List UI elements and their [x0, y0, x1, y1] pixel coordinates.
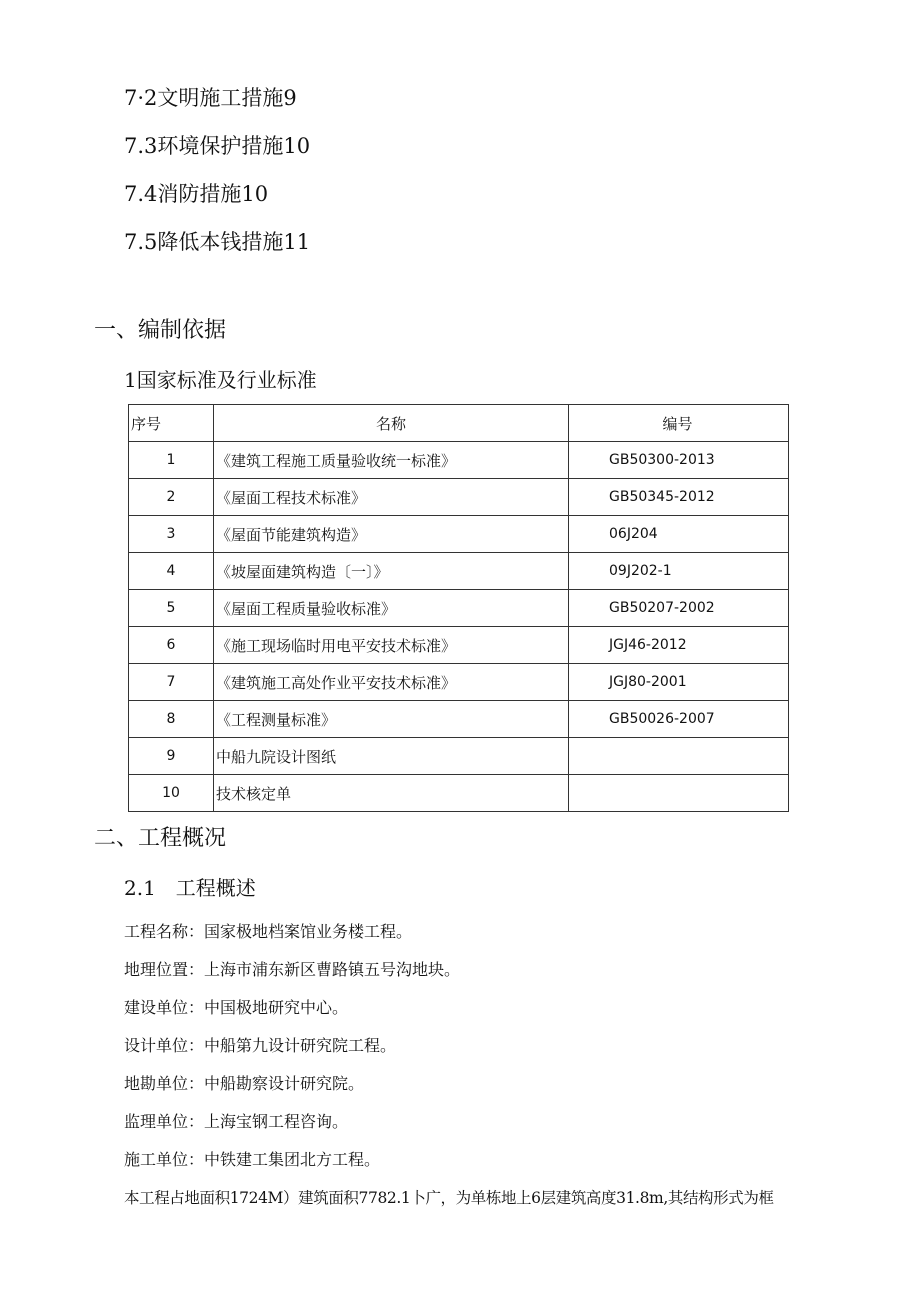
- table-row: [129, 516, 789, 553]
- toc-line: 7.3环境保护措施10: [124, 134, 311, 158]
- toc-line: 7·2文明施工措施9: [124, 86, 297, 110]
- table-header-row: [129, 405, 789, 442]
- paragraph: 设计单位：中船第九设计研究院工程。: [124, 1036, 397, 1055]
- row-code: GB50207-2002: [569, 590, 789, 627]
- row-index: 7: [129, 664, 214, 701]
- table-row: [129, 479, 789, 516]
- row-name: 《建筑工程施工质量验收统一标准》: [214, 442, 569, 479]
- paragraph: 地理位置：上海市浦东新区曹路镇五号沟地块。: [124, 960, 461, 979]
- paragraph: 施工单位：中铁建工集团北方工程。: [124, 1150, 381, 1169]
- row-index: 5: [129, 590, 214, 627]
- row-code: JGJ80-2001: [569, 664, 789, 701]
- row-code: 06J204: [569, 516, 789, 553]
- row-name: 《工程测量标准》: [214, 701, 569, 738]
- section-subheading: 2.1 工程概述: [124, 876, 256, 900]
- row-code: JGJ46-2012: [569, 627, 789, 664]
- row-name: 技术核定单: [214, 775, 569, 812]
- row-name: 《建筑施工高处作业平安技术标准》: [214, 664, 569, 701]
- row-code: GB50026-2007: [569, 701, 789, 738]
- row-name: 《施工现场临时用电平安技术标准》: [214, 627, 569, 664]
- row-index: 4: [129, 553, 214, 590]
- table-row: [129, 664, 789, 701]
- row-code: GB50300-2013: [569, 442, 789, 479]
- toc-line: 7.5降低本钱措施11: [124, 230, 311, 254]
- paragraph: 工程名称：国家极地档案馆业务楼工程。: [124, 922, 413, 941]
- table-row: [129, 590, 789, 627]
- table-row: [129, 775, 789, 812]
- table-row: [129, 442, 789, 479]
- section-heading: 一、编制依据: [94, 318, 227, 343]
- table-row: [129, 701, 789, 738]
- row-index: 3: [129, 516, 214, 553]
- header-name: 名称: [214, 405, 569, 442]
- row-code: [569, 738, 789, 775]
- paragraph: 监理单位：上海宝钢工程咨询。: [124, 1112, 349, 1131]
- table-row: [129, 627, 789, 664]
- header-code: 编号: [569, 405, 789, 442]
- section-heading: 二、工程概况: [94, 826, 227, 851]
- table-row: [129, 738, 789, 775]
- paragraph: 地勘单位：中船勘察设计研究院。: [124, 1074, 365, 1093]
- row-name: 中船九院设计图纸: [214, 738, 569, 775]
- row-name: 《坡屋面建筑构造〔一〕》: [214, 553, 569, 590]
- row-index: 8: [129, 701, 214, 738]
- row-code: [569, 775, 789, 812]
- row-index: 9: [129, 738, 214, 775]
- toc-line: 7.4消防措施10: [124, 182, 269, 206]
- table-row: [129, 553, 789, 590]
- row-index: 10: [129, 775, 214, 812]
- header-index: 序号: [129, 405, 214, 442]
- row-code: 09J202-1: [569, 553, 789, 590]
- section-subheading: 1国家标准及行业标准: [124, 368, 317, 392]
- paragraph: 本工程占地面积1724M）建筑面积7782.1卜广，为单栋地上6层建筑高度31.8m,其结构形式为框: [124, 1189, 774, 1207]
- row-name: 《屋面节能建筑构造》: [214, 516, 569, 553]
- row-name: 《屋面工程技术标准》: [214, 479, 569, 516]
- row-index: 2: [129, 479, 214, 516]
- row-name: 《屋面工程质量验收标准》: [214, 590, 569, 627]
- standards-table: [128, 404, 789, 812]
- row-index: 6: [129, 627, 214, 664]
- row-index: 1: [129, 442, 214, 479]
- row-code: GB50345-2012: [569, 479, 789, 516]
- paragraph: 建设单位：中国极地研究中心。: [124, 998, 349, 1017]
